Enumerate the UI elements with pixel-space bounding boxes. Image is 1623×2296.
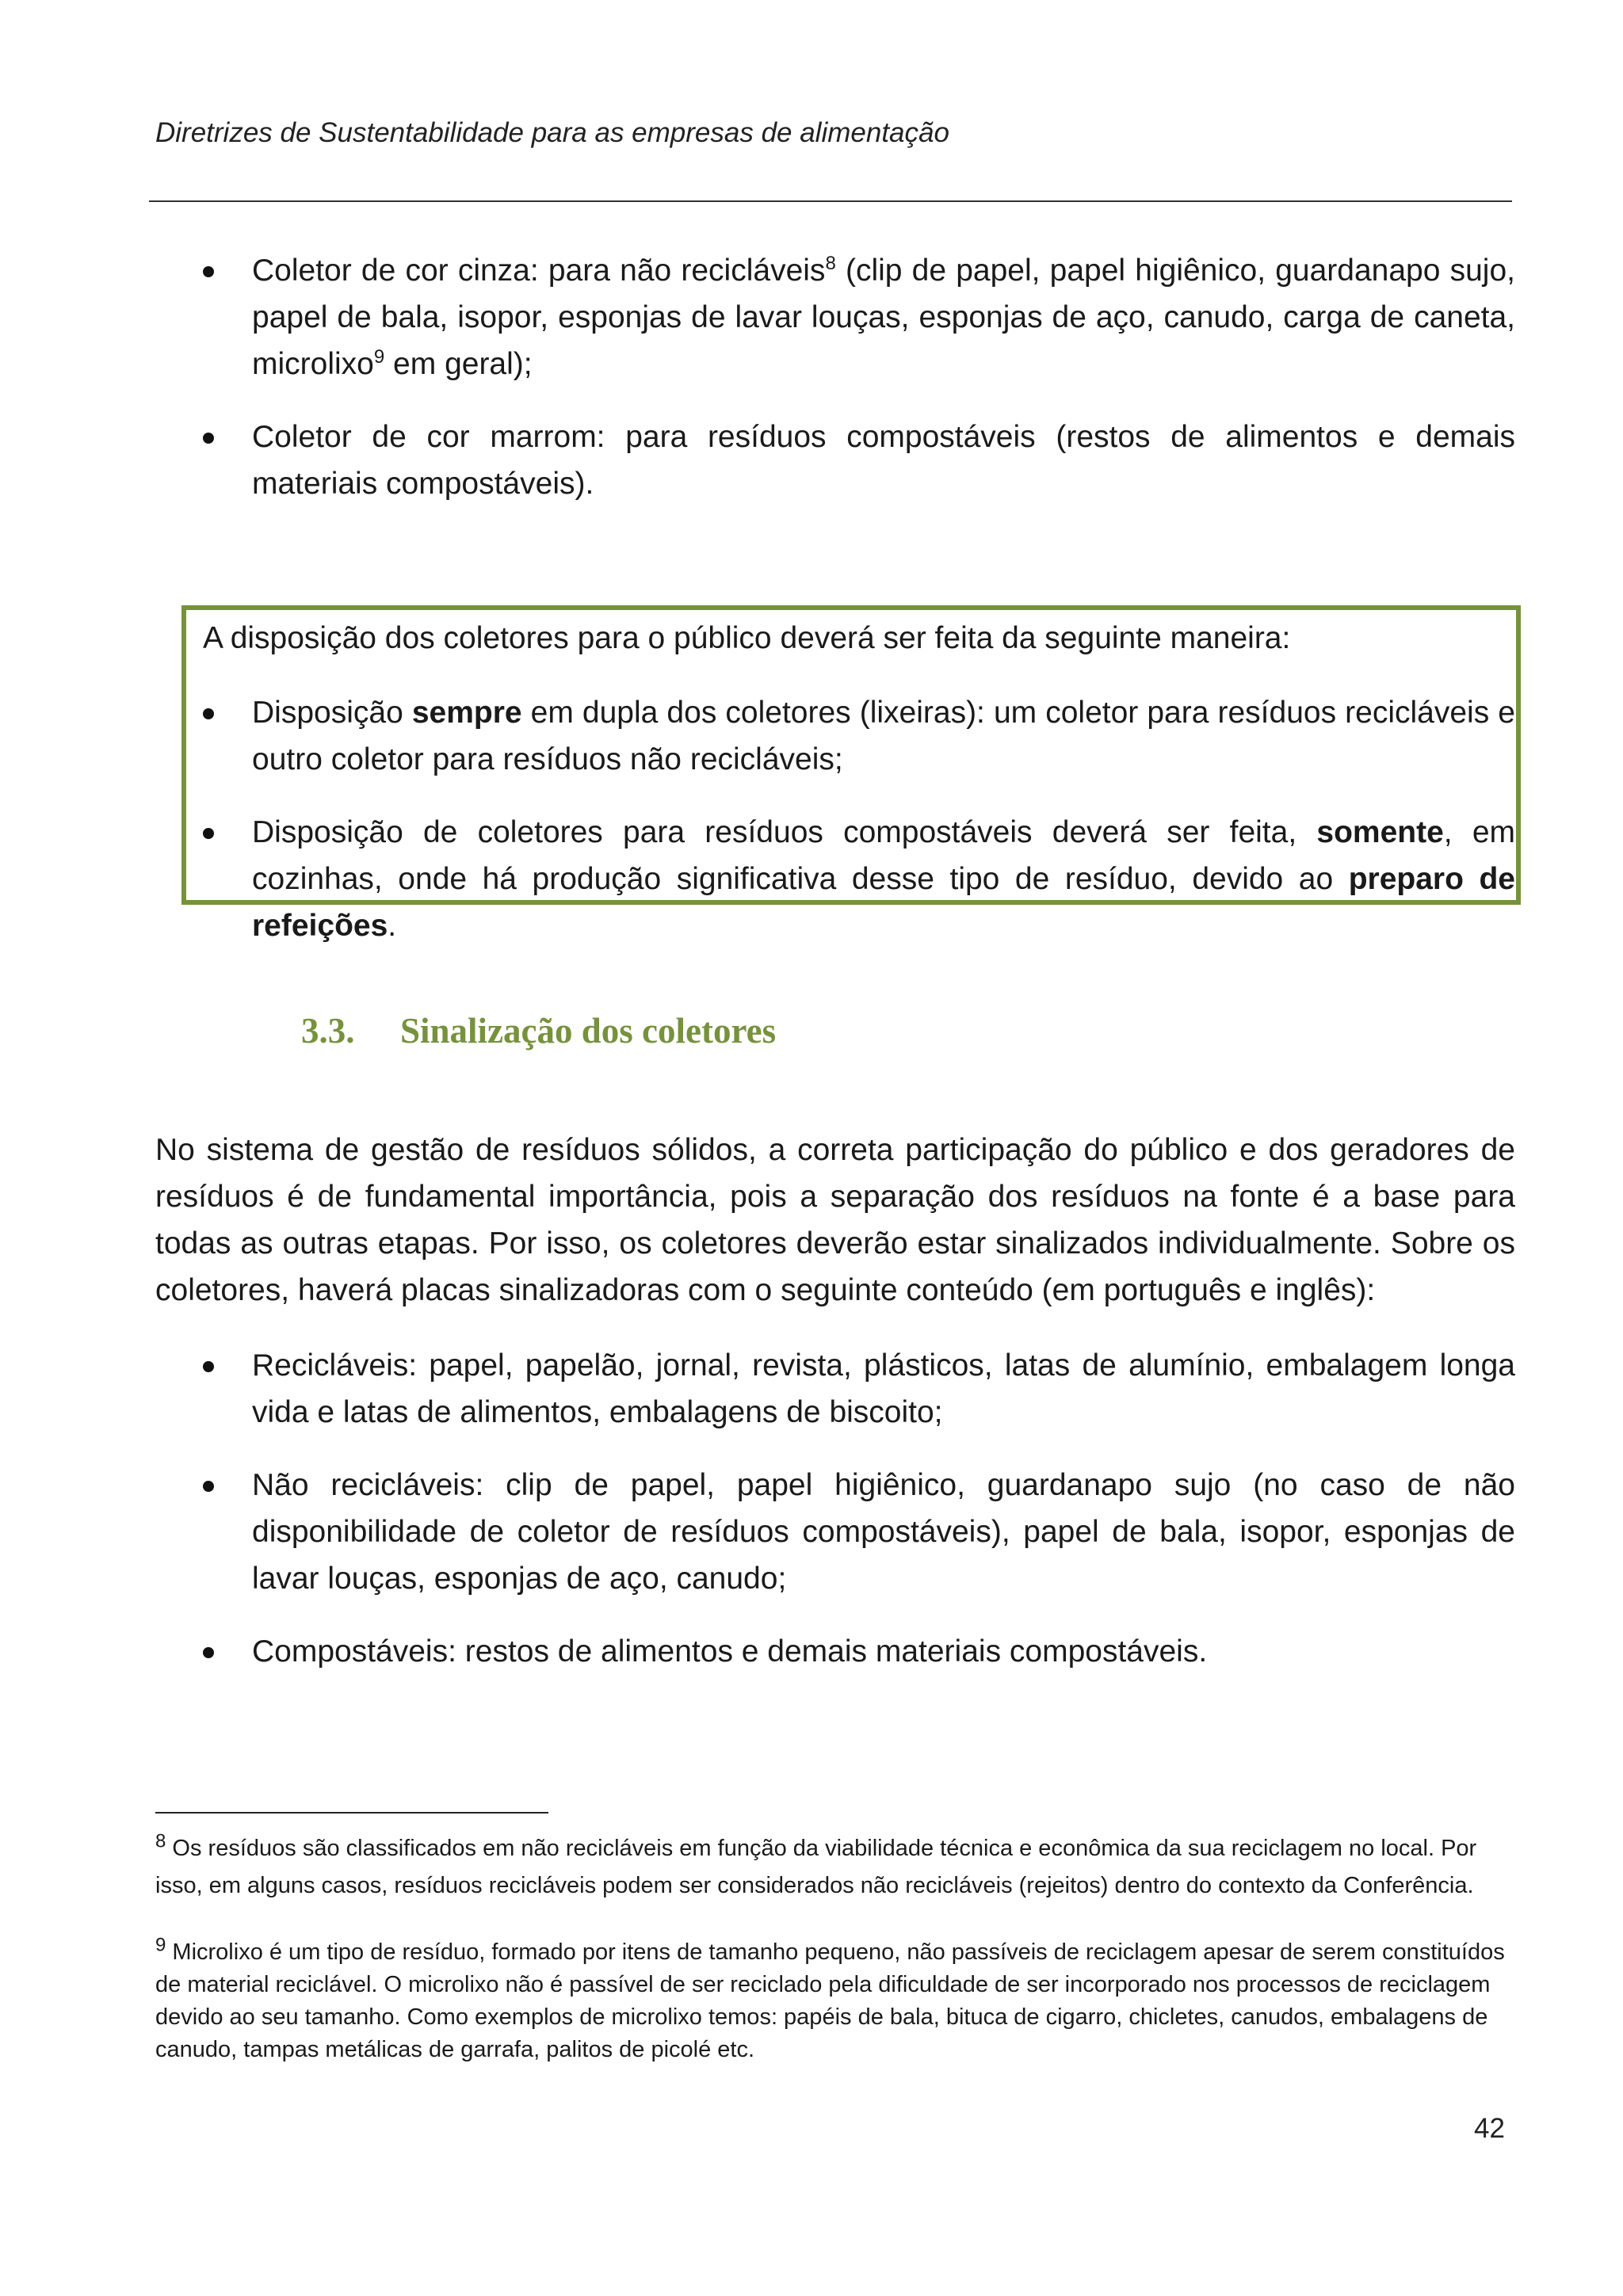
bullet-icon xyxy=(203,1647,214,1658)
callout-intro: A disposição dos coletores para o público deverá ser feita da seguinte maneira: xyxy=(203,621,1291,655)
list-item-text: Recicláveis: papel, papelão, jornal, revista, plásticos, latas de alumínio, embalagem longa vida e latas de alimentos, embalagens de biscoito; xyxy=(252,1348,1515,1429)
running-header: Diretrizes de Sustentabilidade para as empresas de alimentação xyxy=(155,117,949,148)
footnote-ref[interactable]: 9 xyxy=(373,346,385,368)
header-divider xyxy=(149,200,1512,202)
callout-list-item xyxy=(203,809,1515,949)
footnote-8: $^8$ Os resíduos são classificados em não recicláveis em função da viabilidade técnica e econômica da sua reciclagem no local. Por isso, em alguns casos, resíduos recicláveis podem ser considerados não recicláveis (rejeitos) dentro do contexto da Conferência. xyxy=(155,1830,1477,1898)
bullet-icon xyxy=(203,708,214,719)
list-item-text: Coletor de cor cinza: para não recicláveis$^8$ (clip de papel, papel higiênico, guardanapo sujo, papel de bala, isopor, esponjas de lavar louças, esponjas de aço, canudo, carga de caneta, microlixo$^9$ em geral); xyxy=(252,253,1515,381)
list-item-text: Compostáveis: restos de alimentos e demais materiais compostáveis. xyxy=(252,1634,1208,1669)
section-number: 3.3. xyxy=(301,1011,355,1051)
section-heading xyxy=(301,1010,776,1051)
list-item-text: Disposição de coletores para resíduos compostáveis deverá ser feita, somente, em cozinhas, onde há produção significativa desse tipo de resíduo, devido ao preparo de refeições. xyxy=(252,815,1515,943)
bullet-icon xyxy=(203,433,214,444)
bullet-icon xyxy=(203,1361,214,1372)
page-number: 42 xyxy=(1474,2113,1505,2144)
body-paragraph: No sistema de gestão de resíduos sólidos, a correta participação do público e dos geradores de resíduos é de fundamental importância, pois a separação dos resíduos na fonte é a base para todas as outras etapas. Por isso, os coletores deverão estar sinalizados individualmente. Sobre os coletores, haverá placas sinalizadoras com o seguinte conteúdo (em português e inglês): xyxy=(155,1133,1515,1307)
callout-list-item xyxy=(203,689,1515,783)
footnote-mark: 8 xyxy=(155,1830,166,1852)
footnote-mark: 9 xyxy=(155,1934,166,1956)
footnote-ref[interactable]: 8 xyxy=(825,253,836,274)
footnote-9: $^9$ Microlixo é um tipo de resíduo, formado por itens de tamanho pequeno, não passíveis de reciclagem apesar de serem constituídos de material reciclável. O microlixo não é passível de ser reciclado pela dificuldade de ser incorporado nos processos de reciclagem devido ao seu tamanho. Como exemplos de microlixo temos: papéis de bala, bituca de cigarro, chicletes, canudos, embalagens de canudo, tampas metálicas de garrafa, palitos de picolé etc. xyxy=(155,1934,1505,2062)
list-item xyxy=(203,414,1515,507)
list-item xyxy=(203,1628,1515,1675)
list-item-text: Coletor de cor marrom: para resíduos compostáveis (restos de alimentos e demais materiais compostáveis). xyxy=(252,420,1515,501)
footnote-separator xyxy=(155,1812,548,1814)
section-title: Sinalização dos coletores xyxy=(400,1011,777,1051)
list-item xyxy=(203,247,1515,387)
list-item xyxy=(203,1342,1515,1436)
list-item-text: Não recicláveis: clip de papel, papel higiênico, guardanapo sujo (no caso de não disponibilidade de coletor de resíduos compostáveis), papel de bala, isopor, esponjas de lavar louças, esponjas de aço, canudo; xyxy=(252,1468,1515,1596)
bullet-icon xyxy=(203,1481,214,1492)
bullet-icon xyxy=(203,266,214,277)
list-item-text: Disposição sempre em dupla dos coletores (lixeiras): um coletor para resíduos recicláveis e outro coletor para resíduos não recicláveis; xyxy=(252,696,1515,776)
list-item xyxy=(203,1462,1515,1602)
bullet-icon xyxy=(203,828,214,839)
